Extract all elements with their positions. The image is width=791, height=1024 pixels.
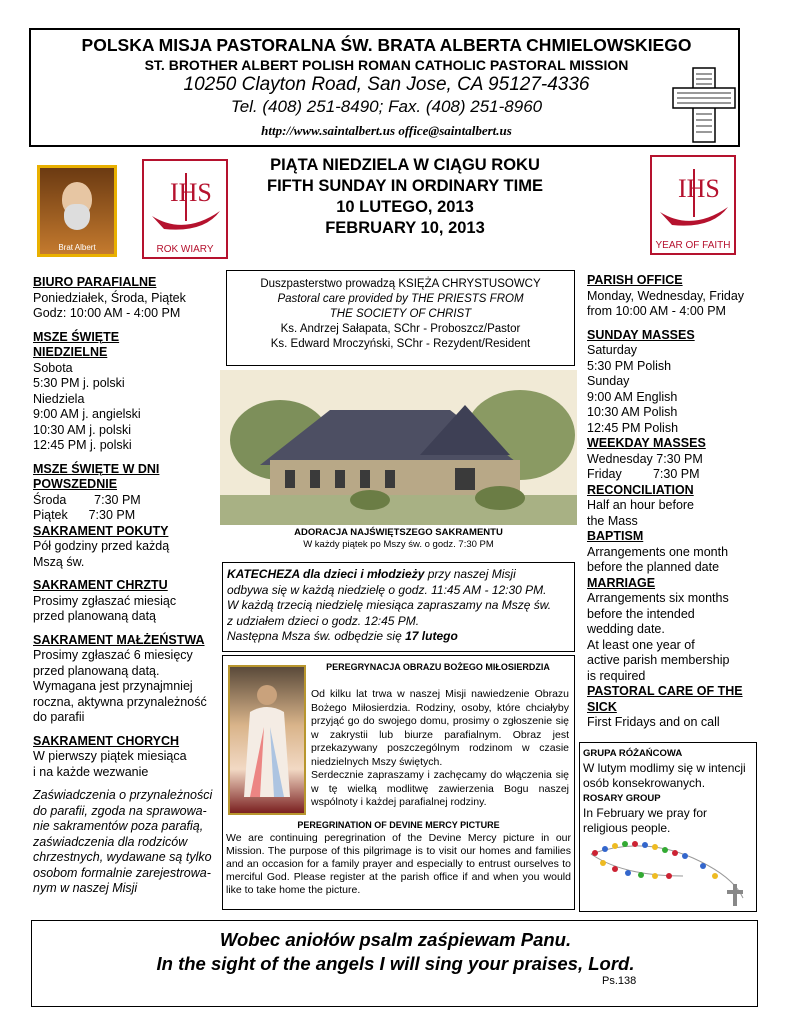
church-illustration xyxy=(220,370,577,525)
mercy-paragraph: Serdecznie zapraszamy i zachęcamy do włączenia się w tę wielką modlitwę zawierzenia Bogu naszej wspólnoty i każdej parafialnej rodziny. xyxy=(311,769,569,808)
mass-line: 5:30 PM j. polski xyxy=(33,376,125,390)
mission-subtitle: ST. BROTHER ALBERT POLISH ROMAN CATHOLIC PASTORAL MISSION xyxy=(144,57,629,73)
catechesis-text: przy naszej Misji xyxy=(424,567,516,581)
rosary-group-box xyxy=(579,742,757,912)
portrait-caption: Brat Albert xyxy=(58,243,96,252)
marriage-line: Wymagana jest przynajmniej xyxy=(33,679,193,693)
adoration-notice xyxy=(220,527,577,551)
sunday-title xyxy=(190,155,620,239)
marriage-heading: MARRIAGE xyxy=(587,575,656,590)
sick-heading: PASTORAL CARE OF THE xyxy=(587,684,743,698)
catechesis-heading: KATECHEZA dla dzieci i młodzieży xyxy=(227,567,425,581)
mission-title: POLSKA MISJA PASTORALNA ŚW. BRATA ALBERTA CHMIELOWSKIEGO xyxy=(81,35,692,55)
psalm-line-pl: Wobec aniołów psalm zaśpiewam Panu. xyxy=(219,929,572,950)
weekday-mass-heading: MSZE ŚWIĘTE W DNI xyxy=(33,461,160,476)
sick-line: i na każde wezwanie xyxy=(33,764,149,779)
faith-boat-icon xyxy=(652,157,734,237)
mercy-title-pl: PEREGRYNACJA OBRAZU BOŻEGO MIŁOSIERDZIA xyxy=(326,662,550,672)
mercy-text-pl xyxy=(311,688,569,810)
mission-phone: Tel. (408) 251-8490; Fax. (408) 251-8960 xyxy=(230,97,543,116)
mass-line: Sunday xyxy=(587,374,630,388)
note-line: chrzestnych, wydawane są tylko xyxy=(33,850,212,864)
mission-cross-logo xyxy=(671,66,737,144)
sunday-masses-heading: SUNDAY MASSES xyxy=(587,327,695,342)
title-line-pl: PIĄTA NIEDZIELA W CIĄGU ROKU xyxy=(270,156,540,174)
pastors-line: Duszpasterstwo prowadzą KSIĘŻA CHRYSTUSOWCY xyxy=(260,278,541,290)
marriage-line: Arrangements six months xyxy=(587,591,729,605)
resident-name: Ks. Edward Mroczyński, SChr - Rezydent/Resident xyxy=(270,338,531,350)
mission-address: 10250 Clayton Road, San Jose, CA 95127-4336 xyxy=(183,74,590,95)
baptism-heading: BAPTISM xyxy=(587,529,644,543)
baptism-line: Arrangements one month xyxy=(587,544,729,559)
english-info-column xyxy=(587,273,752,731)
membership-note xyxy=(33,788,223,897)
mass-line: 12:45 PM Polish xyxy=(587,420,679,435)
mass-line: 10:30 AM j. polski xyxy=(33,422,131,437)
marriage-line: roczna, aktywna przynależność xyxy=(33,694,207,709)
church-drawing xyxy=(220,370,577,525)
mass-line: 5:30 PM Polish xyxy=(587,358,672,373)
sick-heading: SAKRAMENT CHORYCH xyxy=(33,733,180,748)
adoration-title: ADORACJA NAJŚWIĘTSZEGO SAKRAMENTU xyxy=(294,527,503,538)
weekday-masses-heading: WEEKDAY MASSES xyxy=(587,436,706,450)
catechesis-box xyxy=(222,562,575,652)
marriage-line: Prosimy zgłaszać 6 miesięcy xyxy=(33,648,193,662)
brother-albert-portrait xyxy=(37,165,117,257)
marriage-line: active parish membership xyxy=(587,653,730,667)
weekday-mass-heading-2: POWSZEDNIE xyxy=(33,477,118,491)
mass-line: Piątek 7:30 PM xyxy=(33,508,136,522)
polish-info-column xyxy=(33,275,223,897)
reconciliation-line: Half an hour before xyxy=(587,498,695,512)
catechesis-line: z udziałem dzieci o godz. 12:45 PM. xyxy=(227,613,420,628)
marriage-line: before the intended xyxy=(587,606,695,621)
baptism-heading: SAKRAMENT CHRZTU xyxy=(33,578,168,592)
office-line: Monday, Wednesday, Friday xyxy=(587,288,745,303)
rosary-text-pl: W lutym modlimy się w intencji osób konsekrowanych. xyxy=(583,761,746,790)
title-date-en: FEBRUARY 10, 2013 xyxy=(325,219,485,237)
rosary-beads-image xyxy=(583,836,753,911)
confession-heading: SAKRAMENT POKUTY xyxy=(33,523,169,538)
pastor-name: Ks. Andrzej Sałapata, SChr - Proboszcz/Pastor xyxy=(280,323,521,335)
sick-line: First Fridays and on call xyxy=(587,715,720,729)
note-line: nym w naszej Misji xyxy=(33,881,138,895)
office-hours: Godz: 10:00 AM - 4:00 PM xyxy=(33,306,181,320)
confession-line: Pół godziny przed każdą xyxy=(33,539,170,553)
reconciliation-heading: RECONCILIATION xyxy=(587,482,694,497)
marriage-line: przed planowaną datą. xyxy=(33,663,160,678)
pastors-box xyxy=(226,270,575,366)
note-line: do parafii, zgoda na sprawowa- xyxy=(33,803,207,818)
mass-line: Środa 7:30 PM xyxy=(33,492,141,507)
mass-line: Saturday xyxy=(587,343,638,357)
year-of-faith-caption: YEAR OF FAITH xyxy=(655,240,731,251)
pastors-line: Pastoral care provided by THE PRIESTS FROM xyxy=(277,293,524,305)
office-heading: BIURO PARAFIALNE xyxy=(33,275,157,289)
mass-line: 10:30 AM Polish xyxy=(587,405,678,419)
confession-line: Mszą św. xyxy=(33,554,85,569)
svg-text:IHS: IHS xyxy=(678,174,720,203)
mercy-text-en: We are continuing peregrination of the Devine Mercy picture in our Mission. The purpose of this pilgrimage is to visit our homes and families and an occasion for a family prayer and especially to entrust ourselves to merciful God. Please register at the parish office if and when you would like to take home the picture. xyxy=(226,832,571,896)
note-line: zaświadczenia dla rodziców xyxy=(33,834,188,849)
title-line-en: FIFTH SUNDAY IN ORDINARY TIME xyxy=(267,177,543,195)
mass-line: Friday 7:30 PM xyxy=(587,467,700,481)
mission-web-email[interactable]: http://www.saintalbert.us office@saintalbert.us xyxy=(261,123,512,138)
sunday-mass-heading: MSZE ŚWIĘTE xyxy=(33,329,120,344)
baptism-line: przed planowaną datą xyxy=(33,609,157,623)
divine-mercy-figure xyxy=(230,667,304,813)
mass-line: Niedziela xyxy=(33,391,85,406)
mercy-paragraph: Od kilku lat trwa w naszej Misji nawiedzenie Obrazu Bożego Miłosierdzia. Rodziny, osoby, które chciałyby przyjąć go do swojego domu, prosimy o zgłoszenie się w zakrystii lub biurze parafialnym. Obraz jest przekazywany poszczególnym rodzinom w czasie niedzielnych Mszy świętych. xyxy=(311,688,569,768)
psalm-reference: Ps.138 xyxy=(602,975,637,987)
sick-heading-2: SICK xyxy=(587,699,617,714)
svg-text:IHS: IHS xyxy=(170,178,212,207)
parish-office-heading: PARISH OFFICE xyxy=(587,273,683,287)
sunday-mass-heading-2: NIEDZIELNE xyxy=(33,345,108,359)
title-date-pl: 10 LUTEGO, 2013 xyxy=(336,198,474,216)
header-box xyxy=(29,28,740,147)
marriage-line: wedding date. xyxy=(587,622,665,636)
note-line: nie sakramentów poza parafią, xyxy=(33,819,204,833)
baptism-line: before the planned date xyxy=(587,560,720,574)
catechesis-date: 17 lutego xyxy=(405,629,458,643)
marriage-line: is required xyxy=(587,668,646,683)
catechesis-next: Następna Msza św. odbędzie się xyxy=(227,629,406,643)
psalm-line-en: In the sight of the angels I will sing your praises, Lord. xyxy=(156,953,635,974)
catechesis-line xyxy=(227,629,570,645)
adoration-text: W każdy piątek po Mszy św. o godz. 7:30 PM xyxy=(303,539,494,550)
psalm-footer xyxy=(31,920,758,1007)
catechesis-line: odbywa się w każdą niedzielę o godz. 11:45 AM - 12:30 PM. xyxy=(227,582,547,597)
marriage-line: do parafii xyxy=(33,710,85,724)
note-line: Zaświadczenia o przynależności xyxy=(33,788,213,802)
sick-line: W pierwszy piątek miesiąca xyxy=(33,749,187,763)
note-line: osobom formalnie zarejestrowa- xyxy=(33,865,211,880)
catechesis-line xyxy=(227,567,570,583)
office-days: Poniedziałek, Środa, Piątek xyxy=(33,290,186,305)
rok-wiary-caption: ROK WIARY xyxy=(156,244,214,255)
mass-line: 9:00 AM English xyxy=(587,389,678,404)
rosary-title-en: ROSARY GROUP xyxy=(583,793,661,804)
mass-line: 9:00 AM j. angielski xyxy=(33,407,141,421)
office-line: from 10:00 AM - 4:00 PM xyxy=(587,304,726,318)
baptism-line: Prosimy zgłaszać miesiąc xyxy=(33,593,177,608)
marriage-heading: SAKRAMENT MAŁŻEŃSTWA xyxy=(33,632,205,647)
mass-line: Sobota xyxy=(33,360,73,375)
divine-mercy-image xyxy=(228,665,306,815)
rosary-text-en: In February we pray for religious people. xyxy=(583,806,708,835)
pastors-line: THE SOCIETY OF CHRIST xyxy=(329,308,472,320)
rosary-title-pl: GRUPA RÓŻAŃCOWA xyxy=(583,748,683,759)
mercy-title-en: PEREGRINATION OF DEVINE MERCY PICTURE xyxy=(297,820,500,830)
catechesis-line: W każdą trzecią niedzielę miesiąca zapraszamy na Mszę św. xyxy=(227,598,552,612)
mass-line: Wednesday 7:30 PM xyxy=(587,451,703,466)
marriage-line: At least one year of xyxy=(587,637,695,652)
reconciliation-line: the Mass xyxy=(587,513,638,528)
mass-line: 12:45 PM j. polski xyxy=(33,438,132,452)
year-of-faith-logo-right xyxy=(650,155,736,255)
